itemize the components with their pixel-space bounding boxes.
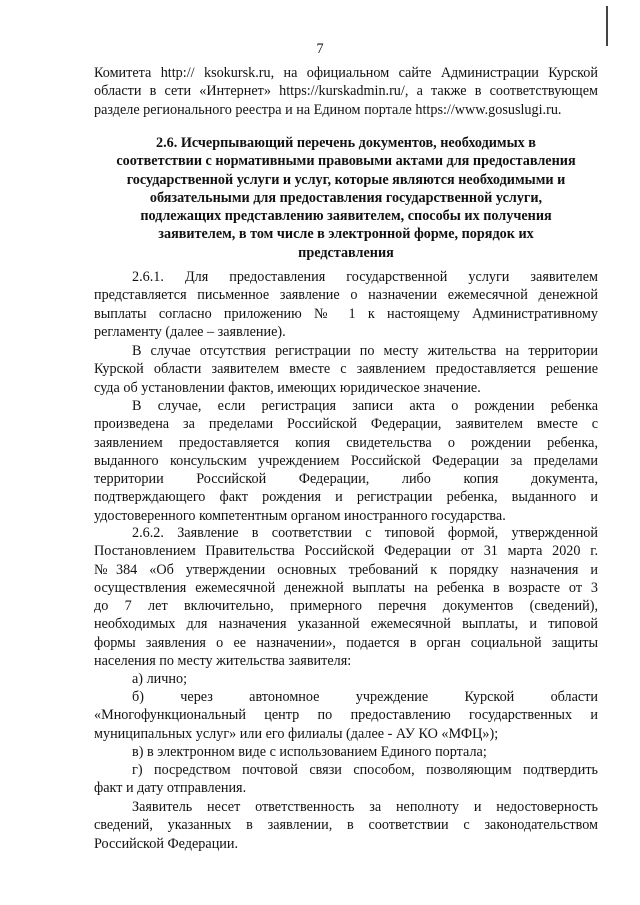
list-item-v xyxy=(94,743,598,761)
paragraph-line: подтверждающего факт рождения и регистрации ребенка, выданного и xyxy=(94,489,598,506)
section-heading-2-6 xyxy=(94,134,598,262)
list-item-a xyxy=(94,670,598,688)
paragraph-line: 2.6.1. Для предоставления государственной услуги заявителем xyxy=(132,269,598,285)
paragraph-line: В случае отсутствия регистрации по месту жительства на территории xyxy=(132,343,598,359)
intro-line: разделе регионального реестра и на Едином портале https://www.gosuslugi.ru. xyxy=(94,101,562,118)
paragraph-line: до 7 лет включительно, примерного перечня документов (сведений), xyxy=(94,598,598,615)
paragraph-line: необходимых для назначения указанной ежемесячной выплаты, и типовой xyxy=(94,616,598,633)
list-item-line: в) в электронном виде с использованием Единого портала; xyxy=(132,744,487,760)
intro-line: Комитета http:// ksokursk.ru, на официальном сайте Администрации Курской xyxy=(94,65,598,81)
paragraph-line: населения по месту жительства заявителя: xyxy=(94,653,352,670)
paragraph-line: Постановлением Правительства Российской Федерации от 31 марта 2020 г. xyxy=(94,543,598,560)
paragraph-line: заявлением предоставляется копия свидетельства о рождении ребенка, xyxy=(94,434,598,451)
paragraph-line: произведена за пределами Российской Федерации, заявителем вместе с xyxy=(94,416,598,433)
page-number: 7 xyxy=(316,41,324,57)
list-item-line: а) лично; xyxy=(132,671,188,687)
paragraph-line: выплаты согласно приложению № 1 к настоящему Административному xyxy=(94,305,598,322)
heading-line: подлежащих представлению заявителем, способы их получения xyxy=(140,208,552,225)
paragraph-line: 2.6.2. Заявление в соответствии с типовой формой, утвержденной xyxy=(132,525,598,541)
paragraph-no-registration xyxy=(94,342,598,397)
heading-line: государственной услуги и услуг, которые являются необходимыми и xyxy=(126,171,566,188)
paragraph-responsibility xyxy=(94,798,598,853)
paragraph-line: сведений, указанных в заявлении, в соответствии с законодательством xyxy=(94,817,598,834)
paragraph-line: представляется письменное заявление о назначении ежемесячной денежной xyxy=(94,287,598,304)
paragraph-birth-abroad xyxy=(94,397,598,525)
list-item-b xyxy=(94,688,598,743)
paragraph-line: регламенту (далее – заявление). xyxy=(94,323,286,340)
paragraph-2-6-1 xyxy=(94,268,598,341)
list-item-line: факт и дату отправления. xyxy=(94,780,247,797)
intro-line: области в сети «Интернет» https://kurskadmin.ru/, а также в соответствующем xyxy=(94,83,598,100)
list-item-line: б) через автономное учреждение Курской области xyxy=(132,689,598,705)
list-item-line: «Многофункциональный центр по предоставлению государственных и xyxy=(94,707,598,724)
list-item-g xyxy=(94,761,598,798)
paragraph-line: Курской области заявителем вместе с заявлением предоставляется решение xyxy=(94,361,598,378)
paragraph-line: №384 «Об утверждении основных требований к порядку назначения и xyxy=(94,561,598,578)
paragraph-line: В случае, если регистрация записи акта о рождении ребенка xyxy=(132,398,598,414)
heading-line: обязательными для предоставления государственной услуги, xyxy=(149,189,543,206)
intro-paragraph xyxy=(94,64,598,119)
paragraph-line: удостоверенного компетентным органом иностранного государства. xyxy=(94,507,506,524)
paragraph-line: Российской Федерации. xyxy=(94,835,239,852)
paragraph-line: суда об установлении фактов, имеющих юридическое значение. xyxy=(94,379,481,396)
list-item-line: г) посредством почтовой связи способом, позволяющим подтвердить xyxy=(132,762,598,778)
heading-line: соответствии с нормативными правовыми актами для предоставления xyxy=(116,153,576,170)
heading-line: заявителем, в том числе в электронной форме, порядок их xyxy=(158,226,534,243)
paragraph-2-6-2 xyxy=(94,524,598,670)
heading-line: представления xyxy=(298,244,394,261)
paragraph-line: территории Российской Федерации, либо копия документа, xyxy=(94,471,598,488)
paragraph-line: осуществления ежемесячной денежной выплаты на ребенка в возрасте от 3 xyxy=(94,579,598,596)
paragraph-line: формы заявления о ее назначении», подается в орган социальной защиты xyxy=(94,634,598,651)
heading-line: 2.6. Исчерпывающий перечень документов, необходимых в xyxy=(156,135,536,151)
paragraph-line: выданного консульским учреждением Российской Федерации за пределами xyxy=(94,452,598,469)
paragraph-line: Заявитель несет ответственность за неполноту и недостоверность xyxy=(132,799,598,815)
list-item-line: муниципальных услуг» или его филиалы (далее - АУ КО «МФЦ»); xyxy=(94,725,499,742)
